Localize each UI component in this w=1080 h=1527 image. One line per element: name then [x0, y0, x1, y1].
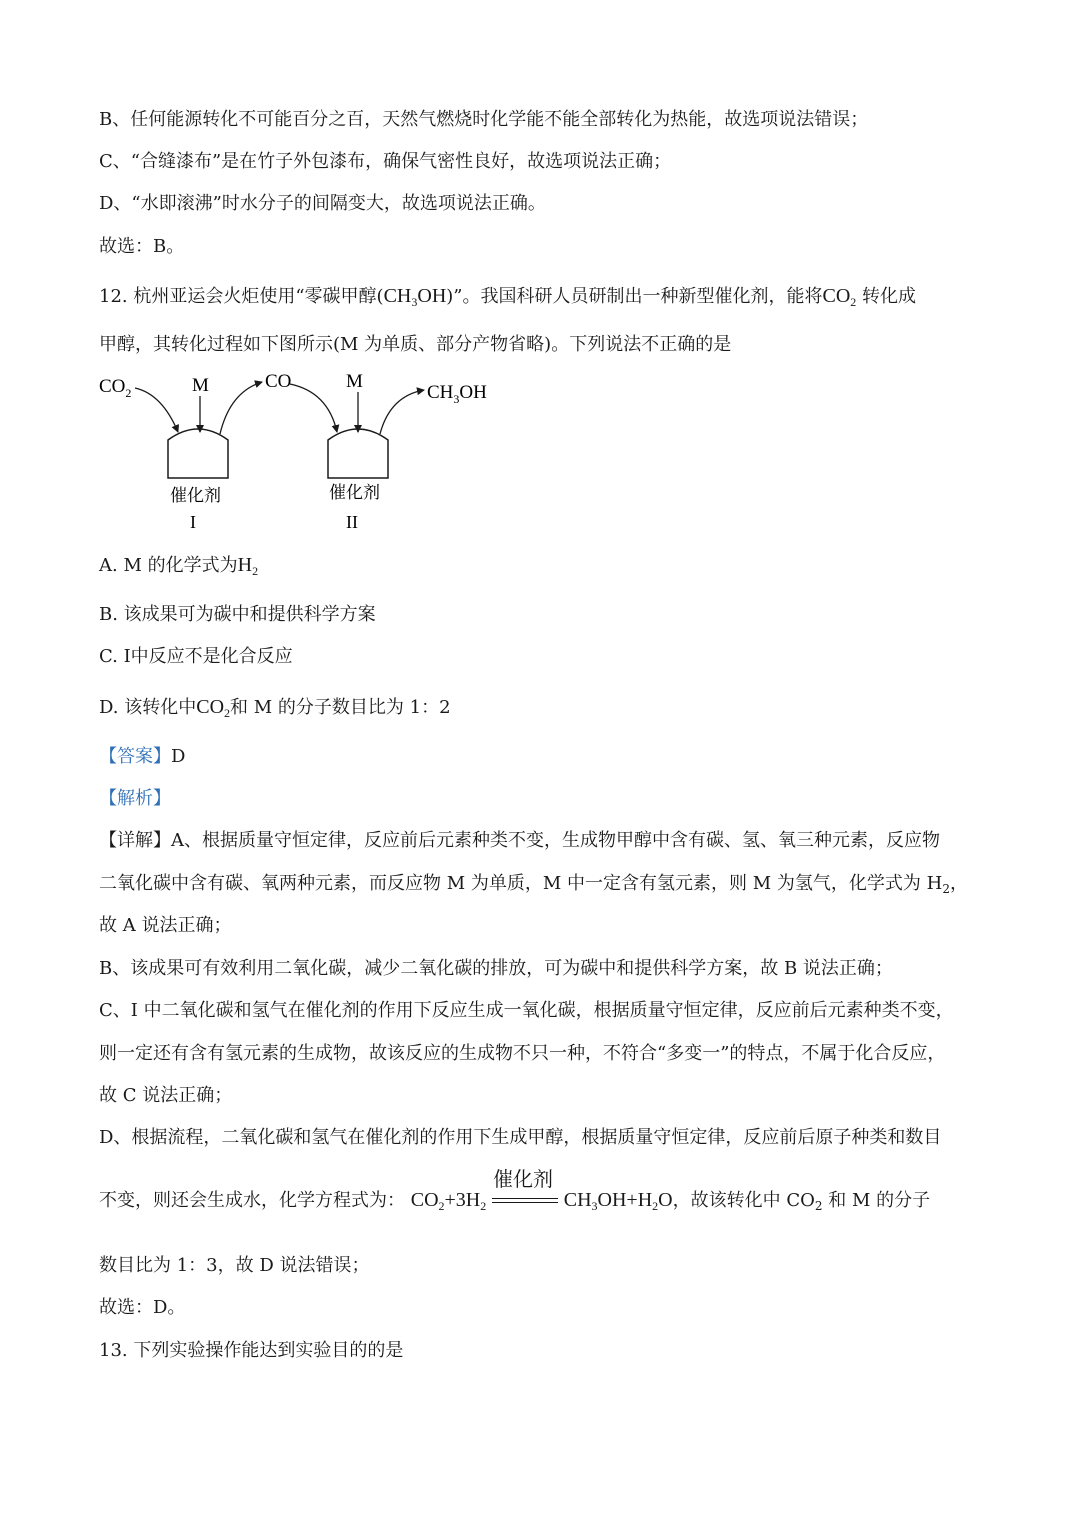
detail-d2: 不变，则还会生成水，化学方程式为： $CO_2+3H_2$ 催化剂 $CH_3OH+H_2O$，故该转化中 $CO_2$ 和 M 的分子 — [99, 1167, 931, 1213]
option-d: D. 该转化中$CO_2$和 M 的分子数目比为 1：2 — [99, 696, 451, 720]
catalyst-2-shape — [328, 429, 388, 478]
q12-stem-line2: 甲醇，其转化过程如下图所示(M 为单质、部分产物省略)。下列说法不正确的是 — [99, 334, 732, 355]
catalyst-2-number: II — [346, 512, 358, 532]
detail-c3: 故 C 说法正确； — [99, 1085, 233, 1106]
arrow-co-in — [290, 384, 337, 432]
catalyst-2-label: 催化剂 — [329, 483, 380, 503]
detail-a1: 【详解】A、根据质量守恒定律，反应前后元素种类不变，生成物甲醇中含有碳、氢、氧三种元素，反应物 — [99, 830, 940, 851]
answer-row — [99, 745, 185, 769]
co-label: CO — [265, 371, 292, 392]
option-b: B. 该成果可为碳中和提供科学方案 — [99, 604, 376, 625]
co2-label: $CO_2$ — [99, 376, 132, 400]
explanation-c: C、“合缝漆布”是在竹子外包漆布，确保气密性良好，故选项说法正确； — [99, 151, 672, 172]
answer-value: D — [171, 746, 186, 767]
arrow-co-out — [220, 382, 262, 434]
equation-condition: 催化剂 — [493, 1167, 553, 1191]
reaction-diagram — [90, 362, 510, 532]
detail-d1: D、根据流程，二氧化碳和氢气在催化剂的作用下生成甲醇，根据质量守恒定律，反应前后原子种类和数目 — [99, 1127, 942, 1148]
option-c: C. I中反应不是化合反应 — [99, 646, 293, 667]
detail-c1: C、I 中二氧化碳和氢气在催化剂的作用下反应生成一氧化碳，根据质量守恒定律，反应前后元素种类不变， — [99, 1000, 954, 1021]
detail-answer: 故选：D。 — [99, 1297, 186, 1318]
detail-b1: B、该成果可有效利用二氧化碳，减少二氧化碳的排放，可为碳中和提供科学方案，故 B 说法正确； — [99, 958, 893, 979]
ch3oh-label: $CH_3OH$ — [427, 382, 487, 406]
option-a: A. M 的化学式为$H_2$ — [99, 554, 259, 578]
arrow-ch3oh-out — [380, 390, 424, 434]
catalyst-1-shape — [168, 429, 228, 478]
catalyst-1-label: 催化剂 — [170, 486, 221, 506]
catalyst-1-number: I — [190, 512, 196, 532]
detail-d3: 数目比为 1：3，故 D 说法错误； — [99, 1255, 370, 1276]
answer-tag: 【答案】 — [99, 746, 171, 767]
explanation-b: B、任何能源转化不可能百分之百，天然气燃烧时化学能不能全部转化为热能，故选项说法错误； — [99, 109, 869, 130]
chemical-equation: $CO_2+3H_2$ 催化剂 $CH_3OH+H_2O$ — [410, 1167, 673, 1213]
analysis-tag: 【解析】 — [99, 788, 171, 809]
detail-a3: 故 A 说法正确； — [99, 915, 232, 936]
detail-a2: 二氧化碳中含有碳、氧两种元素，而反应物 M 为单质，M 中一定含有氢元素，则 M 为氢气，化学式为 $H_2$， — [99, 873, 968, 896]
q12-stem-line1: 12. 杭州亚运会火炬使用“零碳甲醇$(CH_3OH)$”。我国科研人员研制出一种新型催化剂，能将$CO_2$ 转化成 — [99, 285, 917, 309]
arrow-co2-in — [135, 388, 178, 432]
m-label-2: M — [346, 371, 363, 392]
explanation-d: D、“水即滚沸”时水分子的间隔变大，故选项说法正确。 — [99, 193, 546, 214]
detail-c2: 则一定还有含有氢元素的生成物，故该反应的生成物不只一种，不符合“多变一”的特点，不属于化合反应， — [99, 1043, 946, 1064]
q13-stem: 13. 下列实验操作能达到实验目的的是 — [99, 1340, 404, 1361]
answer-line: 故选：B。 — [99, 236, 185, 257]
m-label-1: M — [192, 375, 209, 396]
